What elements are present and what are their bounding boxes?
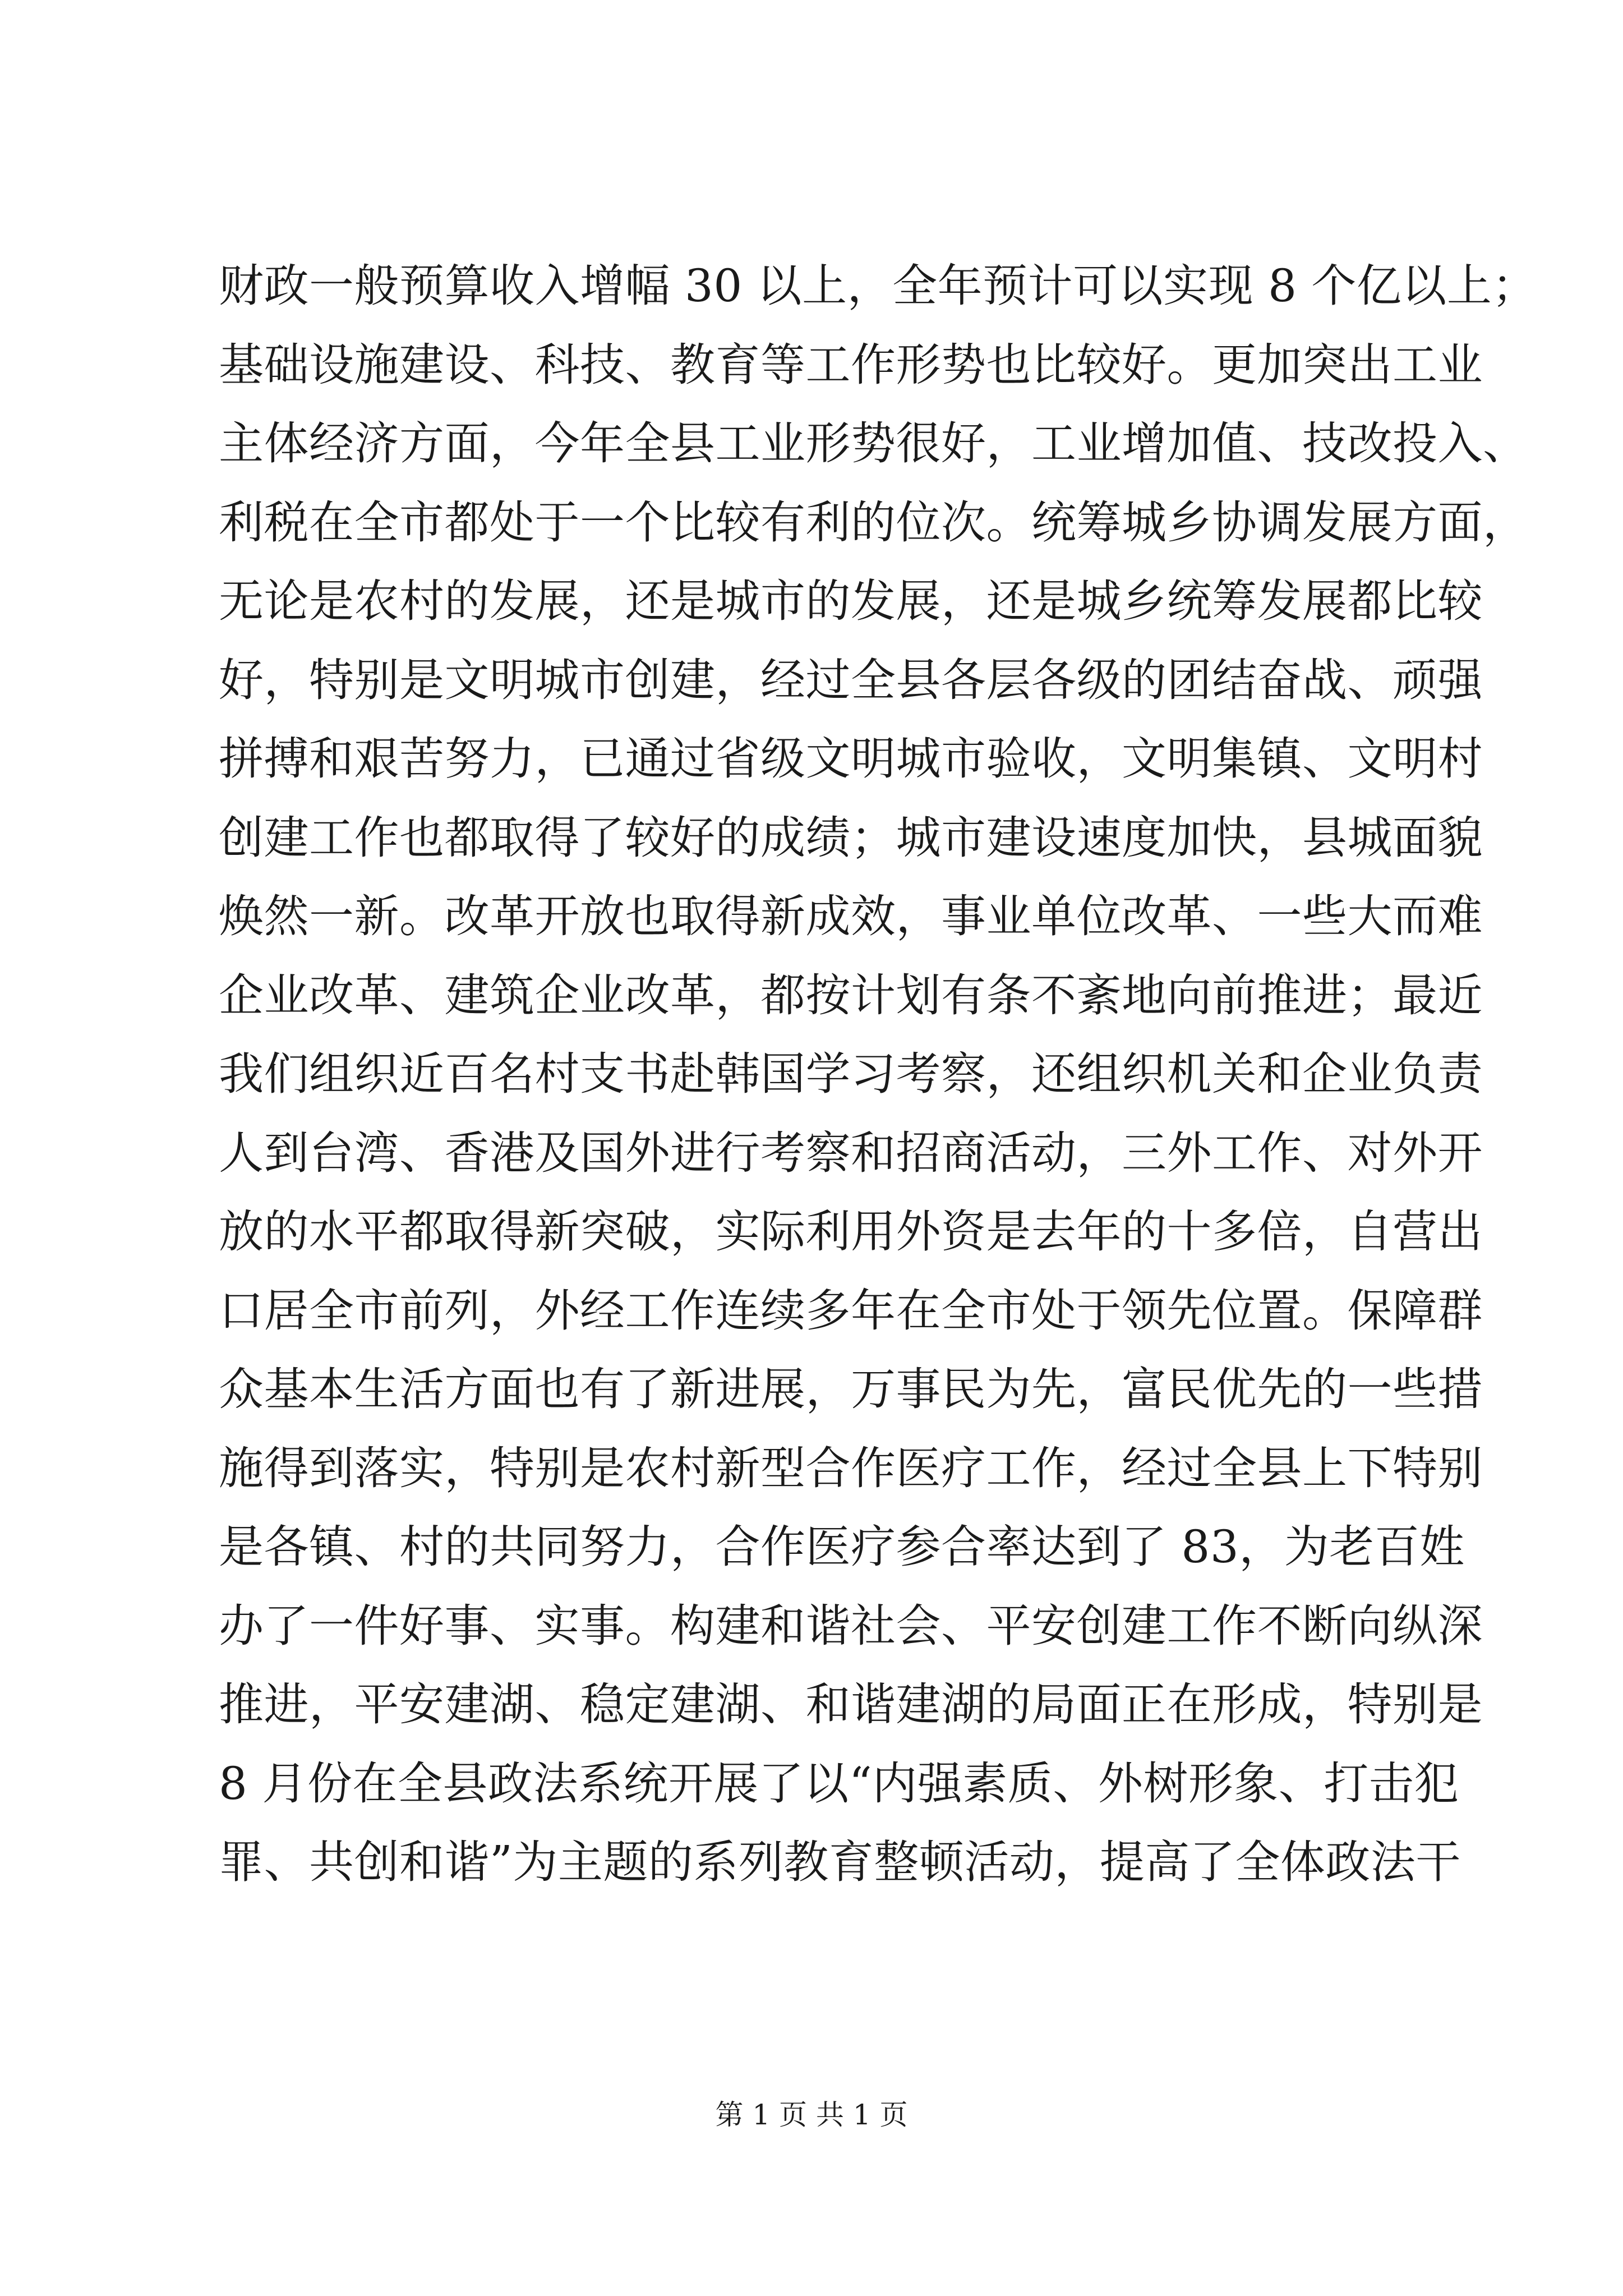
text-line: 放的水平都取得新突破，实际利用外资是去年的十多倍，自营出 <box>219 1205 1483 1258</box>
text-line: 是各镇、村的共同努力，合作医疗参合率达到了 83，为老百姓 <box>219 1521 1465 1573</box>
text-line: 众基本生活方面也有了新进展，万事民为先，富民优先的一些措 <box>219 1363 1483 1415</box>
text-line: 创建工作也都取得了较好的成绩；城市建设速度加快，县城面貌 <box>219 811 1483 864</box>
text-line: 焕然一新。改革开放也取得新成效，事业单位改革、一些大而难 <box>219 890 1483 942</box>
text-line: 企业改革、建筑企业改革，都按计划有条不紊地向前推进；最近 <box>219 969 1483 1022</box>
text-line: 施得到落实，特别是农村新型合作医疗工作，经过全县上下特别 <box>219 1442 1483 1494</box>
text-line: 推进，平安建湖、稳定建湖、和谐建湖的局面正在形成，特别是 <box>219 1678 1483 1731</box>
page-indicator: 第 1 页 共 1 页 <box>715 2099 908 2131</box>
text-line: 财政一般预算收入增幅 30 以上，全年预计可以实现 8 个亿以上； <box>219 260 1537 312</box>
text-line: 我们组织近百名村支书赴韩国学习考察，还组织机关和企业负责 <box>219 1048 1483 1100</box>
text-line: 拼搏和艰苦努力，已通过省级文明城市验收，文明集镇、文明村 <box>219 733 1483 785</box>
text-line: 利税在全市都处于一个比较有利的位次。统筹城乡协调发展方面， <box>219 496 1528 549</box>
text-line: 口居全市前列，外经工作连续多年在全市处于领先位置。保障群 <box>219 1284 1483 1337</box>
text-line: 罪、共创和谐”为主题的系列教育整顿活动，提高了全体政法干 <box>219 1836 1461 1888</box>
text-line: 好，特别是文明城市创建，经过全县各层各级的团结奋战、顽强 <box>219 654 1483 706</box>
text-line: 主体经济方面，今年全县工业形势很好，工业增加值、技改投入、 <box>219 417 1528 470</box>
page-footer <box>0 2095 1623 2134</box>
text-line: 基础设施建设、科技、教育等工作形势也比较好。更加突出工业 <box>219 338 1483 391</box>
text-line: 无论是农村的发展，还是城市的发展，还是城乡统筹发展都比较 <box>219 575 1483 627</box>
text-line: 8 月份在全县政法系统开展了以“内强素质、外树形象、打击犯 <box>219 1757 1459 1810</box>
body-text <box>219 247 1537 1902</box>
text-line: 人到台湾、香港及国外进行考察和招商活动，三外工作、对外开 <box>219 1126 1483 1179</box>
text-line: 办了一件好事、实事。构建和谐社会、平安创建工作不断向纵深 <box>219 1599 1483 1652</box>
